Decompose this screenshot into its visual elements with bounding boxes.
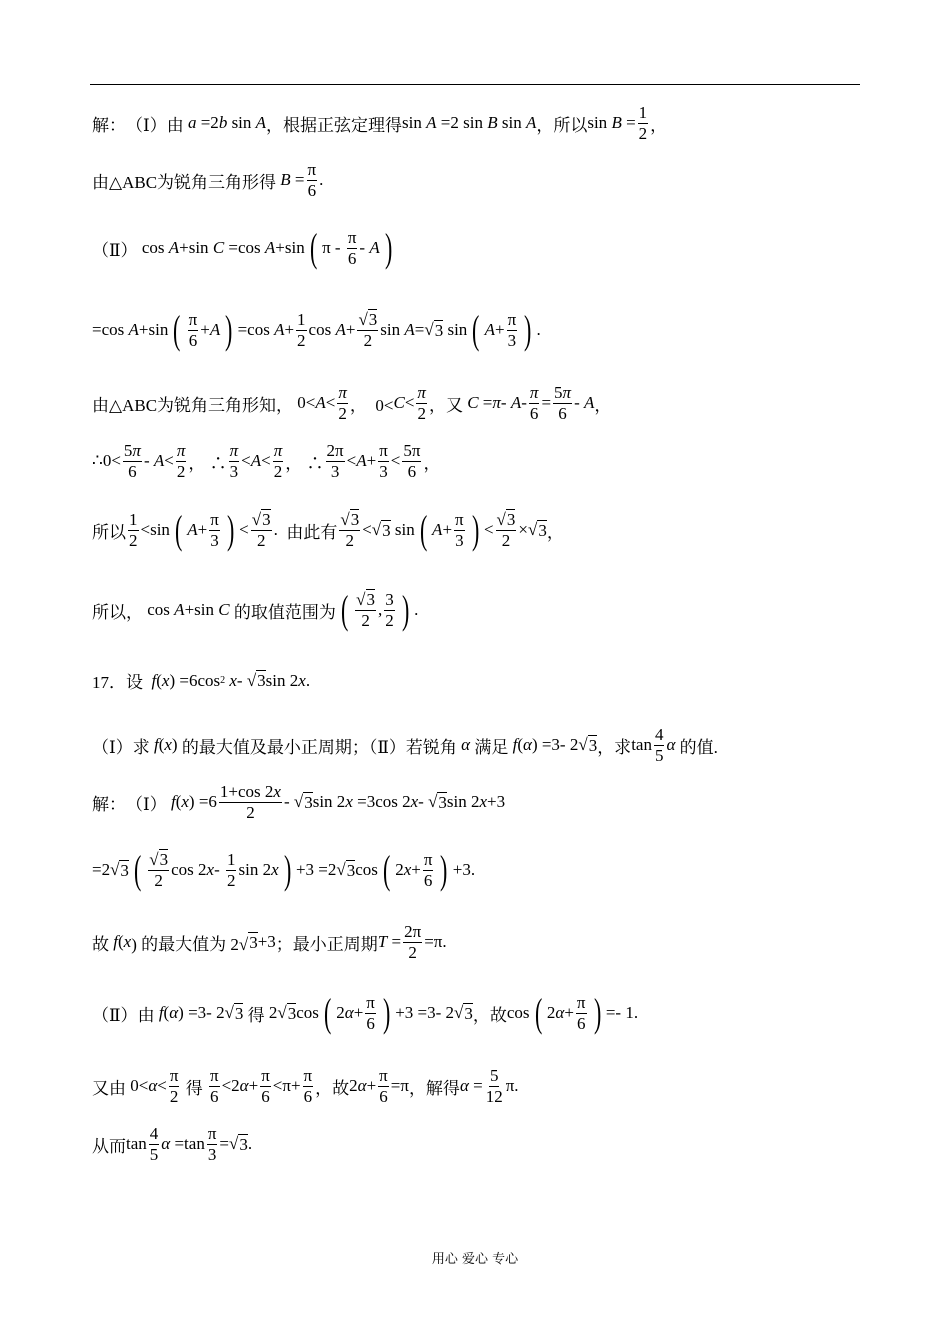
solution-line-7: 所以 $\frac{1}{2}$ <sin ( A + $\frac{\pi}{3}$ ) < $\frac{√3}{2}$ . 由此有 $\frac{√3}{2}$ <√ 3 sin ( A + $\frac{\pi}{3}$ ) < $\frac{√3}{2}$ ×√ 3 ，	[92, 507, 564, 553]
solution-line-2: 由△ABC为锐角三角形得 B = $\frac{\pi}{6}$ .	[92, 160, 324, 200]
solution-line-8: 所以， cos A +sin C 的取值范围为 ( $\frac{√3}{2}$ , $\frac{3}{2}$ ) .	[92, 587, 419, 633]
problem-17-solution-4: （Ⅱ） 由 f ( α ) =3- 2√ 3 得 2√ 3 cos ( 2 α + $\frac{\pi}{6}$ ) +3 =3- 2√ 3 ，故 cos ( 2 α + $\frac{\pi}{6}$ ) =- 1.	[92, 990, 639, 1036]
solution-line-4: =cos A +sin ( $\frac{\pi}{6}$ + A ) =cos A + $\frac{1}{2}$ cos A + $\frac{√3}{2}$ sin A =√ 3 sin ( A + $\frac{\pi}{3}$ ) .	[92, 307, 541, 353]
problem-17-statement: 17．设 f ( x ) =6cos 2 x - √ 3 sin 2 x .	[92, 670, 311, 692]
problem-17-solution-2: =2√ 3 ( $\frac{√3}{2}$ cos 2 x - $\frac{1}{2}$ sin 2 x ) +3 =2√ 3 cos ( 2 x + $\frac{\pi}{6}$ ) +3.	[92, 847, 476, 893]
problem-17-question: （Ⅰ）求 f ( x ) 的最大值及最小正周期；（Ⅱ）若锐角 α 满足 f ( α ) =3- 2√ 3 ，求 tan $\frac{4}{5}$ α 的值.	[92, 725, 718, 765]
problem-17-solution-5: 又由 0< α < $\frac{\pi}{2}$ 得 $\frac{\pi}{6}$ <2 α + $\frac{\pi}{6}$ <π+ $\frac{\pi}{6}$ ，故 2 α + $\frac{\pi}{6}$ =π ，解得 α = $\frac{5}{12}$ π.	[92, 1066, 519, 1106]
problem-17-solution-6: 从而 tan $\frac{4}{5}$ α =tan $\frac{\pi}{3}$ =√ 3 .	[92, 1124, 253, 1164]
problem-17-solution-1: 解： （Ⅰ） f ( x ) =6 $\frac{1+\cos 2x}{2}$ - √ 3 sin 2 x =3cos 2 x - √ 3 sin 2 x +3	[92, 782, 506, 822]
solution-line-6: ∴0< $\frac{5\pi}{6}$ - A < $\frac{\pi}{2}$ ， ∴ $\frac{\pi}{3}$ < A < $\frac{\pi}{2}$ ， ∴ $\frac{2\pi}{3}$ < A + $\frac{\pi}{3}$ < $\frac{5\pi}{6}$ ，	[92, 441, 441, 481]
problem-17-solution-3: 故 f ( x ) 的最大值为 2√ 3 +3 ；最小正周期 T = $\frac{2\pi}{2}$ =π.	[92, 922, 447, 962]
header-rule	[90, 84, 860, 85]
solution-line-1: 解： （Ⅰ） 由 a =2 b sin A ，根据正弦定理得 sin A =2 sin B sin A ，所以 sin B = $\frac{1}{2}$ ，	[92, 103, 668, 143]
solution-line-5: 由△ABC为锐角三角形知， 0< A < $\frac{\pi}{2}$ ， 0< C < $\frac{\pi}{2}$ ，又 C = π - A - $\frac{\pi}{6}$ = $\frac{5\pi}{6}$ - A ，	[92, 383, 612, 423]
solution-line-3: （Ⅱ） cos A +sin C =cos A +sin ( π - $\frac{\pi}{6}$ - A )	[92, 225, 393, 271]
page-footer: 用心 爱心 专心	[431, 1252, 519, 1267]
